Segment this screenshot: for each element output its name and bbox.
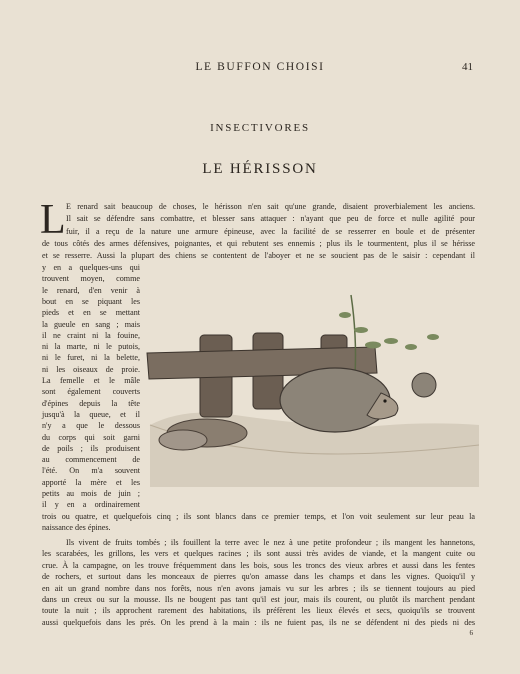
text-line: aussi quelquefois dans les prés. On les prend à la main : ils ne fuient pas, ils ne se défendent ni des pieds ni des (42, 617, 475, 627)
text-line: pieds et en se mettant (42, 308, 140, 318)
text-line: toute la nuit ; ils approchent rarement des habitations, ils préfèrent les lieux élevés et secs, quoiqu'ils se trouvent (42, 606, 475, 616)
text-line: crue. À la campagne, on les trouve fréquemment dans les bois, sous les troncs des vieux arbres et aussi dans les fentes (42, 560, 475, 570)
text-line: E renard sait beaucoup de choses, le hérisson n'en sait qu'une grande, disaient proverbialement les anciens. (66, 202, 475, 211)
text-line: au commencement de (42, 455, 140, 465)
text-line: n'y a que le dessous (42, 421, 140, 431)
text-line: y en a quelques-uns qui (42, 263, 140, 272)
leaf (405, 344, 417, 350)
text-line: sont également couverts (42, 387, 140, 397)
text-line: de rochers, et surtout dans les monceaux de pierres qu'on amasse dans les champs et dans les vignes. Quoiqu'il y (42, 572, 475, 582)
text-line: de tous côtés des armes défensives, poignantes, et qui rebutent ses ennemis ; plus ils le tourmentent, plus il se hérisse (42, 238, 475, 248)
hedgehog-body (280, 368, 390, 432)
text-line: bout en se piquant les (42, 296, 140, 306)
text-line: ni le furet, ni la belette, (42, 353, 140, 363)
text-line: trois ou quatre, et quelquefois cinq ; ils sont blancs dans ce premier temps, et l'on voit seulement sur leur peau la (42, 512, 475, 521)
page-number: 41 (462, 61, 473, 73)
text-line: les scarabées, les grillons, les vers et quelques racines ; ils sont aussi très avides de viande, et la mangent cuite ou (42, 549, 475, 559)
text-line: ni la marte, ni le putois, (42, 342, 140, 352)
text-line: il y en a ordinairement (42, 500, 140, 510)
leaf (365, 342, 381, 349)
text-line: de poils ; ils produisent (42, 443, 140, 453)
leaf (354, 327, 368, 333)
text-line: ni les oiseaux de proie. (42, 364, 140, 374)
signature-mark: 6 (469, 629, 473, 637)
rock (159, 430, 207, 450)
text-line: Ils vivent de fruits tombés ; ils fouillent la terre avec le nez à une petite profondeur ; ils mangent les hannetons, (66, 538, 475, 547)
leaf (427, 334, 439, 340)
text-line: le renard, d'en venir à (42, 285, 140, 295)
text-line: en ait un grand nombre dans nos forêts, nous n'en avons jamais vu sur les arbres ; ils se tiennent toujours au pied (42, 583, 475, 593)
text-line: trouvent moyen, comme (42, 274, 140, 284)
leaf (339, 312, 351, 318)
text-line: et se resserre. Aussi la plupart des chiens se contentent de l'aboyer et ne se soucient pas de le saisir : cependant il (42, 251, 475, 261)
text-line: la gueule en sang ; mais (42, 319, 140, 329)
text-line: apporté la mère et les (42, 477, 140, 487)
leaf (384, 338, 398, 344)
text-line: Il sait se défendre sans combattre, et blesser sans attaquer : n'ayant que peu de force et nulle agilité pour (66, 214, 475, 224)
text-line: l'été. On m'a souvent (42, 466, 140, 476)
text-line: petits au mois de juin ; (42, 489, 140, 498)
hedgehog-eye (383, 399, 386, 402)
hedgehog-ball (412, 373, 436, 397)
text-line: dans un creux ou sur la mousse. Ils ne bougent pas tant qu'il est jour, mais ils courent, ou plutôt ils marchent pendant (42, 595, 475, 604)
running-title: LE BUFFON CHOISI (195, 61, 325, 73)
drop-cap: L (40, 197, 66, 243)
section-heading: INSECTIVORES (210, 122, 310, 134)
text-line: il ne craint ni la fouine, (42, 330, 140, 340)
text-line: naissance des épines. (42, 523, 111, 533)
article-title: LE HÉRISSON (202, 161, 318, 177)
text-line: du corps qui soit garni (42, 432, 140, 442)
text-line: fuir, il a reçu de la nature une armure épineuse, avec la facilité de se resserrer en boule et de présenter (66, 226, 475, 236)
text-line: jusqu'à la queue, et il (42, 409, 140, 419)
text-line: La femelle et le mâle (42, 376, 140, 385)
hedgehog-illustration (145, 275, 479, 487)
text-line: d'épines depuis la tête (42, 398, 140, 408)
